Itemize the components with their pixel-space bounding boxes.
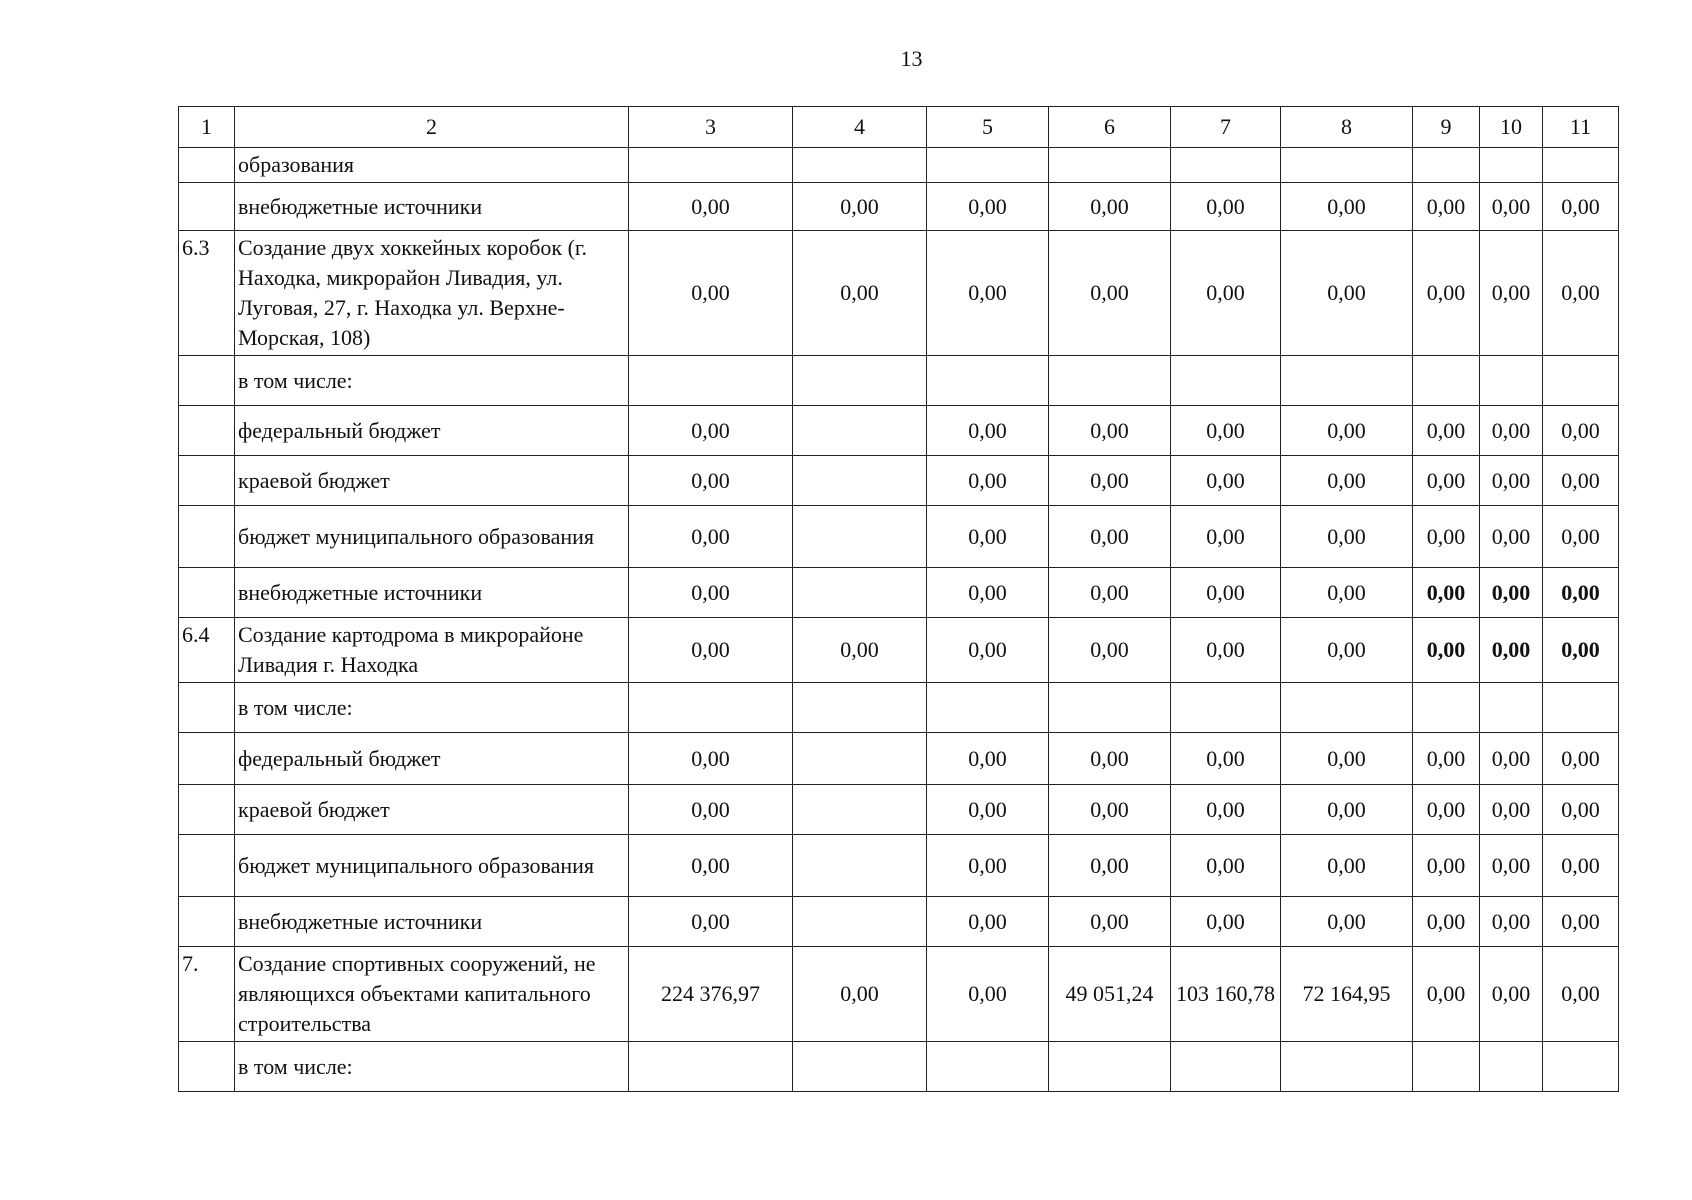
- value-cell: 0,00: [1049, 618, 1171, 683]
- table-row: [179, 506, 1619, 568]
- value-cell: 0,00: [1049, 568, 1171, 618]
- value-cell: 0,00: [1171, 733, 1281, 785]
- value-cell: 0,00: [1480, 456, 1543, 506]
- value-cell: 0,00: [1413, 406, 1480, 456]
- value-cell: 0,00: [1543, 568, 1619, 618]
- value-cell: [793, 835, 927, 897]
- table-row: [179, 835, 1619, 897]
- table-row: [179, 683, 1619, 733]
- value-cell: 0,00: [793, 947, 927, 1042]
- value-cell: [1413, 1042, 1480, 1092]
- value-cell: 0,00: [927, 456, 1049, 506]
- table-row: [179, 785, 1619, 835]
- row-number: [179, 356, 235, 406]
- value-cell: 0,00: [793, 618, 927, 683]
- value-cell: 0,00: [629, 506, 793, 568]
- value-cell: 0,00: [1543, 835, 1619, 897]
- table-row: [179, 618, 1619, 683]
- value-cell: [1281, 1042, 1413, 1092]
- value-cell: 0,00: [1049, 835, 1171, 897]
- value-cell: 0,00: [1049, 456, 1171, 506]
- row-description: в том числе:: [235, 356, 629, 406]
- value-cell: 49 051,24: [1049, 947, 1171, 1042]
- value-cell: 0,00: [793, 231, 927, 356]
- row-number: [179, 568, 235, 618]
- value-cell: 0,00: [1480, 183, 1543, 231]
- value-cell: [793, 1042, 927, 1092]
- value-cell: 0,00: [1049, 785, 1171, 835]
- value-cell: 0,00: [1281, 231, 1413, 356]
- table-row: [179, 356, 1619, 406]
- value-cell: 0,00: [1480, 947, 1543, 1042]
- value-cell: 0,00: [1543, 785, 1619, 835]
- value-cell: [1480, 356, 1543, 406]
- value-cell: 0,00: [1413, 618, 1480, 683]
- row-number: [179, 733, 235, 785]
- value-cell: 0,00: [1543, 947, 1619, 1042]
- value-cell: 0,00: [927, 231, 1049, 356]
- value-cell: [927, 148, 1049, 183]
- row-description: краевой бюджет: [235, 456, 629, 506]
- value-cell: [1480, 148, 1543, 183]
- row-number: 6.3: [179, 231, 235, 356]
- table-row: [179, 568, 1619, 618]
- column-header: 5: [927, 107, 1049, 148]
- value-cell: [629, 1042, 793, 1092]
- value-cell: 0,00: [1281, 568, 1413, 618]
- value-cell: 0,00: [1543, 456, 1619, 506]
- value-cell: 0,00: [1049, 183, 1171, 231]
- value-cell: 0,00: [1281, 733, 1413, 785]
- column-header: 7: [1171, 107, 1281, 148]
- row-number: [179, 1042, 235, 1092]
- row-description: Создание спортивных сооружений, не являющихся объектами капитального строительства: [235, 947, 629, 1042]
- value-cell: 0,00: [1413, 947, 1480, 1042]
- value-cell: 0,00: [1413, 506, 1480, 568]
- row-description: бюджет муниципального образования: [235, 835, 629, 897]
- value-cell: 0,00: [927, 506, 1049, 568]
- row-description: внебюджетные источники: [235, 897, 629, 947]
- value-cell: 0,00: [1171, 618, 1281, 683]
- row-description: внебюджетные источники: [235, 568, 629, 618]
- value-cell: [793, 356, 927, 406]
- column-header: 6: [1049, 107, 1171, 148]
- value-cell: 0,00: [927, 568, 1049, 618]
- value-cell: 0,00: [1480, 568, 1543, 618]
- column-header: 11: [1543, 107, 1619, 148]
- value-cell: 0,00: [1413, 835, 1480, 897]
- table-row: [179, 897, 1619, 947]
- budget-table: [178, 106, 1619, 1092]
- value-cell: [1049, 356, 1171, 406]
- value-cell: 0,00: [927, 183, 1049, 231]
- row-description: в том числе:: [235, 1042, 629, 1092]
- row-number: [179, 406, 235, 456]
- value-cell: [1171, 356, 1281, 406]
- value-cell: 0,00: [1281, 506, 1413, 568]
- value-cell: 0,00: [1171, 506, 1281, 568]
- value-cell: 224 376,97: [629, 947, 793, 1042]
- value-cell: 0,00: [1049, 897, 1171, 947]
- value-cell: 0,00: [629, 183, 793, 231]
- value-cell: 0,00: [1543, 618, 1619, 683]
- value-cell: 0,00: [629, 897, 793, 947]
- value-cell: [793, 148, 927, 183]
- row-description: федеральный бюджет: [235, 406, 629, 456]
- row-description: Создание картодрома в микрорайоне Ливадия г. Находка: [235, 618, 629, 683]
- row-description: в том числе:: [235, 683, 629, 733]
- value-cell: 0,00: [1413, 568, 1480, 618]
- value-cell: 0,00: [927, 785, 1049, 835]
- value-cell: 0,00: [1281, 785, 1413, 835]
- row-number: [179, 148, 235, 183]
- value-cell: [793, 733, 927, 785]
- row-number: [179, 456, 235, 506]
- table-row: [179, 231, 1619, 356]
- value-cell: 0,00: [927, 947, 1049, 1042]
- value-cell: [1171, 683, 1281, 733]
- value-cell: 0,00: [1049, 406, 1171, 456]
- value-cell: [1480, 1042, 1543, 1092]
- value-cell: [793, 568, 927, 618]
- value-cell: 0,00: [1171, 835, 1281, 897]
- value-cell: 0,00: [1049, 231, 1171, 356]
- value-cell: 0,00: [1543, 183, 1619, 231]
- value-cell: 0,00: [1480, 835, 1543, 897]
- value-cell: [927, 683, 1049, 733]
- value-cell: 0,00: [927, 733, 1049, 785]
- value-cell: 0,00: [1480, 231, 1543, 356]
- value-cell: 0,00: [629, 785, 793, 835]
- value-cell: [1543, 148, 1619, 183]
- row-number: [179, 683, 235, 733]
- value-cell: [1413, 683, 1480, 733]
- row-number: [179, 183, 235, 231]
- row-description: бюджет муниципального образования: [235, 506, 629, 568]
- row-description: образования: [235, 148, 629, 183]
- column-header: 10: [1480, 107, 1543, 148]
- value-cell: 0,00: [1413, 456, 1480, 506]
- value-cell: [1171, 148, 1281, 183]
- value-cell: 0,00: [927, 618, 1049, 683]
- value-cell: 0,00: [629, 231, 793, 356]
- value-cell: 0,00: [1480, 406, 1543, 456]
- row-number: 7.: [179, 947, 235, 1042]
- value-cell: 0,00: [1049, 733, 1171, 785]
- value-cell: [1049, 1042, 1171, 1092]
- value-cell: 0,00: [1281, 835, 1413, 897]
- value-cell: 0,00: [1171, 456, 1281, 506]
- row-number: 6.4: [179, 618, 235, 683]
- value-cell: 0,00: [1171, 406, 1281, 456]
- column-header: 8: [1281, 107, 1413, 148]
- value-cell: 0,00: [1171, 568, 1281, 618]
- value-cell: 0,00: [1281, 618, 1413, 683]
- row-description: внебюджетные источники: [235, 183, 629, 231]
- value-cell: 0,00: [1171, 897, 1281, 947]
- value-cell: [1543, 356, 1619, 406]
- value-cell: 0,00: [1543, 733, 1619, 785]
- value-cell: 0,00: [1480, 897, 1543, 947]
- value-cell: [793, 683, 927, 733]
- row-description: краевой бюджет: [235, 785, 629, 835]
- value-cell: 0,00: [629, 835, 793, 897]
- value-cell: 0,00: [629, 618, 793, 683]
- value-cell: [629, 683, 793, 733]
- value-cell: 0,00: [1049, 506, 1171, 568]
- value-cell: [793, 406, 927, 456]
- value-cell: 0,00: [1480, 733, 1543, 785]
- value-cell: 0,00: [1413, 183, 1480, 231]
- value-cell: 0,00: [1480, 785, 1543, 835]
- column-header: 2: [235, 107, 629, 148]
- value-cell: 0,00: [927, 897, 1049, 947]
- value-cell: [1543, 683, 1619, 733]
- value-cell: [1049, 683, 1171, 733]
- value-cell: 0,00: [629, 456, 793, 506]
- row-number: [179, 785, 235, 835]
- column-header: 4: [793, 107, 927, 148]
- value-cell: 72 164,95: [1281, 947, 1413, 1042]
- value-cell: 0,00: [927, 835, 1049, 897]
- value-cell: [793, 456, 927, 506]
- value-cell: 0,00: [1281, 406, 1413, 456]
- table-row: [179, 456, 1619, 506]
- value-cell: 0,00: [1171, 785, 1281, 835]
- value-cell: [793, 897, 927, 947]
- value-cell: 0,00: [1413, 231, 1480, 356]
- value-cell: [1281, 683, 1413, 733]
- value-cell: 0,00: [1543, 506, 1619, 568]
- row-description: Создание двух хоккейных коробок (г. Находка, микрорайон Ливадия, ул. Луговая, 27, г. Находка ул. Верхне-Морская, 108): [235, 231, 629, 356]
- value-cell: 0,00: [1543, 406, 1619, 456]
- value-cell: 0,00: [793, 183, 927, 231]
- value-cell: [1480, 683, 1543, 733]
- value-cell: 0,00: [1281, 183, 1413, 231]
- value-cell: [1171, 1042, 1281, 1092]
- value-cell: 0,00: [1543, 897, 1619, 947]
- value-cell: 0,00: [1480, 618, 1543, 683]
- table-row: [179, 947, 1619, 1042]
- value-cell: 103 160,78: [1171, 947, 1281, 1042]
- value-cell: 0,00: [1413, 897, 1480, 947]
- value-cell: [1543, 1042, 1619, 1092]
- table-header-row: [179, 107, 1619, 148]
- value-cell: 0,00: [629, 568, 793, 618]
- value-cell: [1049, 148, 1171, 183]
- table-row: [179, 183, 1619, 231]
- value-cell: [1281, 148, 1413, 183]
- value-cell: 0,00: [629, 406, 793, 456]
- value-cell: 0,00: [1171, 183, 1281, 231]
- value-cell: 0,00: [1171, 231, 1281, 356]
- value-cell: [793, 785, 927, 835]
- value-cell: 0,00: [927, 406, 1049, 456]
- value-cell: [1413, 356, 1480, 406]
- value-cell: 0,00: [1281, 456, 1413, 506]
- row-number: [179, 897, 235, 947]
- column-header: 9: [1413, 107, 1480, 148]
- value-cell: [1413, 148, 1480, 183]
- table-row: [179, 733, 1619, 785]
- value-cell: 0,00: [629, 733, 793, 785]
- value-cell: [793, 506, 927, 568]
- value-cell: [629, 356, 793, 406]
- row-description: федеральный бюджет: [235, 733, 629, 785]
- value-cell: [927, 356, 1049, 406]
- value-cell: 0,00: [1480, 506, 1543, 568]
- column-header: 3: [629, 107, 793, 148]
- value-cell: 0,00: [1413, 785, 1480, 835]
- table-row: [179, 406, 1619, 456]
- value-cell: [927, 1042, 1049, 1092]
- table-row: [179, 148, 1619, 183]
- value-cell: [629, 148, 793, 183]
- value-cell: [1281, 356, 1413, 406]
- value-cell: 0,00: [1281, 897, 1413, 947]
- value-cell: 0,00: [1413, 733, 1480, 785]
- table-row: [179, 1042, 1619, 1092]
- value-cell: 0,00: [1543, 231, 1619, 356]
- page-number: 13: [900, 46, 923, 71]
- row-number: [179, 835, 235, 897]
- column-header: 1: [179, 107, 235, 148]
- row-number: [179, 506, 235, 568]
